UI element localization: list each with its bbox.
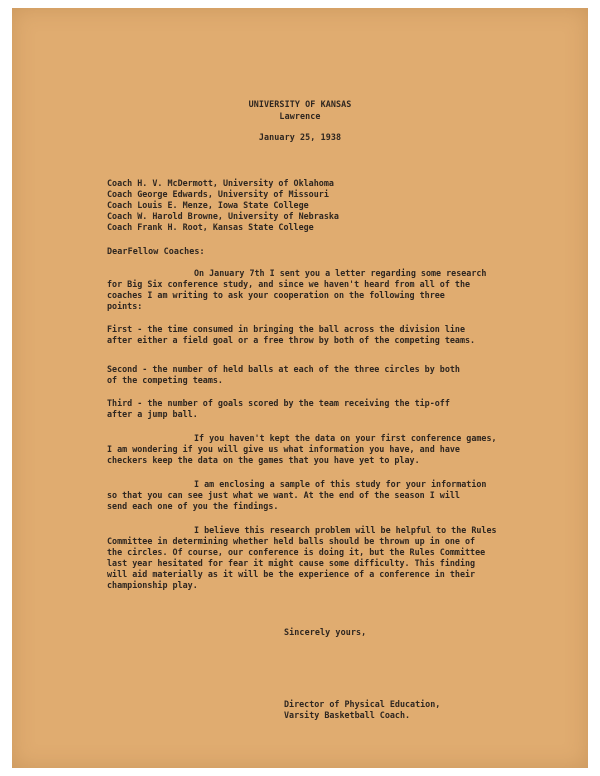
intro-paragraph [107,268,486,312]
paragraph-line: championship play. [107,580,198,590]
point-first [107,324,475,346]
paragraph-line: the circles. Of course, our conference is doing it, but the Rules Committee [107,547,486,557]
recipient-line: Coach George Edwards, University of Missouri [107,189,329,199]
paragraph-line: First - the time consumed in bringing the ball across the division line [107,324,465,334]
letterhead-city: Lawrence [279,111,321,121]
paragraph-line: coaches I am writing to ask your cooperation on the following three [107,290,445,300]
letter-page [12,8,588,768]
salutation: DearFellow Coaches: [107,246,205,256]
recipient-line: Coach Louis E. Menze, Iowa State College [107,200,309,210]
paragraph-line: of the competing teams. [107,375,223,385]
letter-date: January 25, 1938 [258,132,342,142]
signature-block [284,699,440,721]
recipient-list [107,178,339,233]
signature-line: Director of Physical Education, [284,699,441,709]
paragraph-line: last year hesitated for fear it might cause some difficulty. This finding [107,558,476,568]
paragraph-line: after either a field goal or a free throw by both of the competing teams. [107,335,476,345]
data-paragraph [107,433,497,466]
paragraph-line: On January 7th I sent you a letter regarding some research [194,268,487,278]
paragraph-line: send each one of you the findings. [107,501,279,511]
paragraph-line: so that you can see just what we want. At the end of the season I will [107,490,460,500]
paragraph-line: points: [107,301,143,311]
paragraph-line: I believe this research problem will be helpful to the Rules [194,525,497,535]
paragraph-line: I am enclosing a sample of this study for your information [194,479,487,489]
paragraph-line: after a jump ball. [107,409,198,419]
paragraph-line: Second - the number of held balls at each of the three circles by both [107,364,460,374]
paragraph-line: checkers keep the data on the games that you have yet to play. [107,455,420,465]
point-third [107,398,450,420]
point-second [107,364,460,386]
paragraph-line: for Big Six conference study, and since we haven't heard from all of the [107,279,471,289]
paragraph-line: I am wondering if you will give us what information you have, and have [107,444,460,454]
signature-line: Varsity Basketball Coach. [284,710,411,720]
paragraph-line: will aid materially as it will be the experience of a conference in their [107,569,476,579]
sample-paragraph [107,479,486,512]
recipient-line: Coach H. V. McDermott, University of Oklahoma [107,178,334,188]
paragraph-line: Third - the number of goals scored by the team receiving the tip-off [107,398,450,408]
paragraph-line: Committee in determining whether held balls should be thrown up in one of [107,536,476,546]
recipient-line: Coach Frank H. Root, Kansas State College [107,222,314,232]
closing: Sincerely yours, [284,627,367,637]
research-paragraph [107,525,497,591]
letterhead-institution: UNIVERSITY OF KANSAS [248,99,352,109]
recipient-line: Coach W. Harold Browne, University of Nebraska [107,211,339,221]
paragraph-line: If you haven't kept the data on your first conference games, [194,433,497,443]
